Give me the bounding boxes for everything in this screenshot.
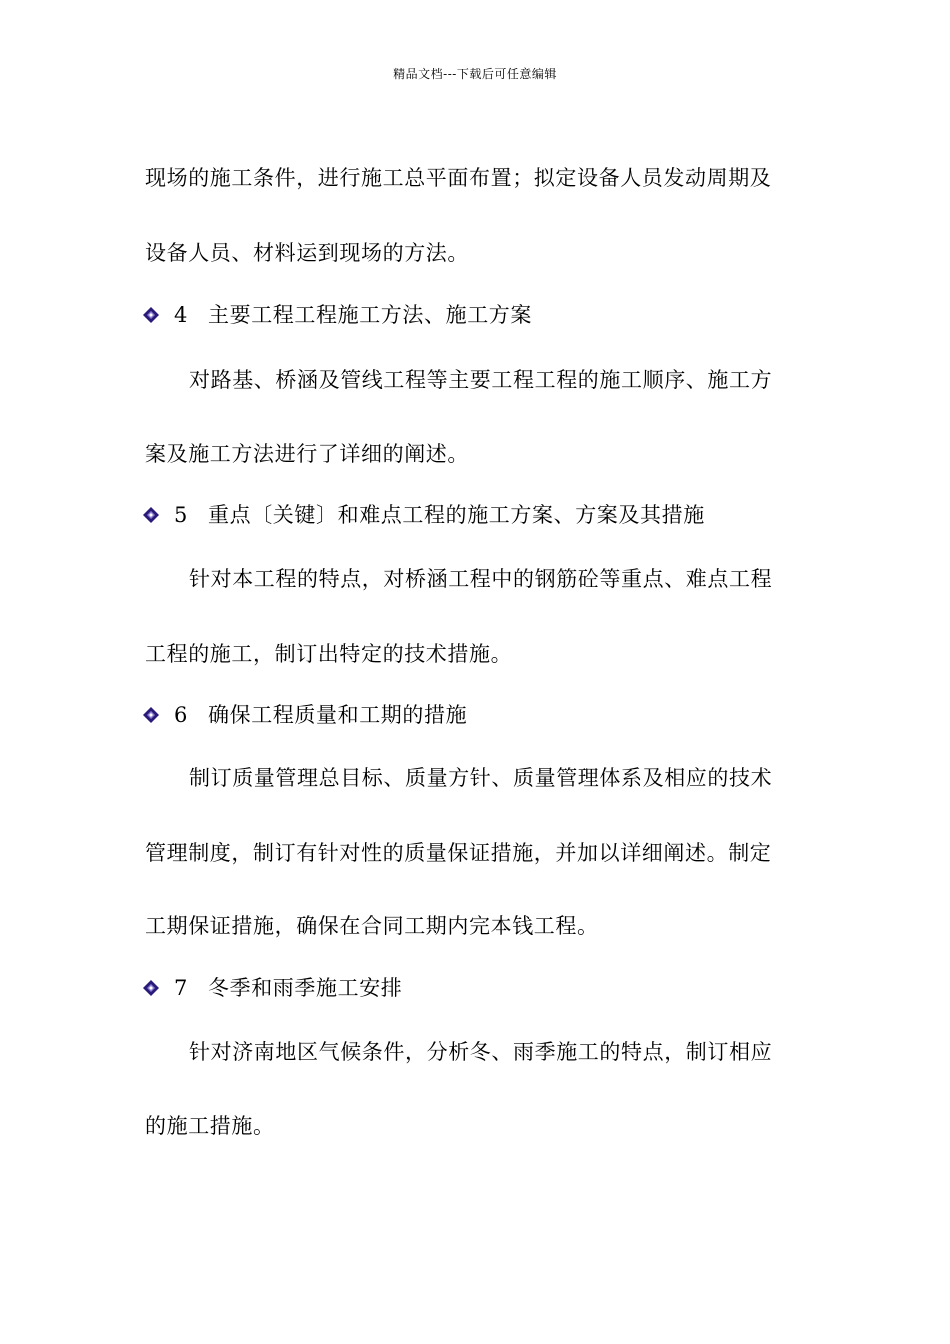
section-number: 7 — [174, 976, 188, 1000]
section-title: 冬季和雨季施工安排 — [208, 976, 403, 1000]
page-header: 精品文档---下载后可任意编辑 — [393, 67, 557, 81]
section-number: 5 — [174, 503, 188, 527]
paragraph-line: 制订质量管理总目标、质量方针、质量管理体系及相应的技术 — [189, 766, 773, 790]
section-number: 4 — [174, 303, 188, 327]
diamond-bullet-icon — [143, 980, 159, 996]
section-title: 确保工程质量和工期的措施 — [208, 703, 468, 727]
section-title: 主要工程工程施工方法、施工方案 — [208, 303, 532, 327]
paragraph-line: 工程的施工，制订出特定的技术措施。 — [145, 642, 513, 666]
paragraph-line: 管理制度，制订有针对性的质量保证措施，并加以详细阐述。制定 — [145, 841, 772, 865]
diamond-bullet-icon — [143, 307, 159, 323]
paragraph-line: 工期保证措施，确保在合同工期内完本钱工程。 — [145, 914, 599, 938]
section-title: 重点〔关键〕和难点工程的施工方案、方案及其措施 — [208, 503, 705, 527]
paragraph-line: 针对济南地区气候条件，分析冬、雨季施工的特点，制订相应 — [189, 1040, 773, 1064]
paragraph-line: 对路基、桥涵及管线工程等主要工程工程的施工顺序、施工方 — [189, 368, 773, 392]
paragraph-line: 针对本工程的特点，对桥涵工程中的钢筋砼等重点、难点工程 — [189, 567, 773, 591]
paragraph-line: 设备人员、材料运到现场的方法。 — [145, 241, 469, 265]
paragraph-line: 的施工措施。 — [145, 1114, 275, 1138]
diamond-bullet-icon — [143, 707, 159, 723]
section-number: 6 — [174, 703, 188, 727]
diamond-bullet-icon — [143, 507, 159, 523]
paragraph-line: 现场的施工条件，进行施工总平面布置；拟定设备人员发动周期及 — [145, 166, 772, 190]
paragraph-line: 案及施工方法进行了详细的阐述。 — [145, 442, 469, 466]
